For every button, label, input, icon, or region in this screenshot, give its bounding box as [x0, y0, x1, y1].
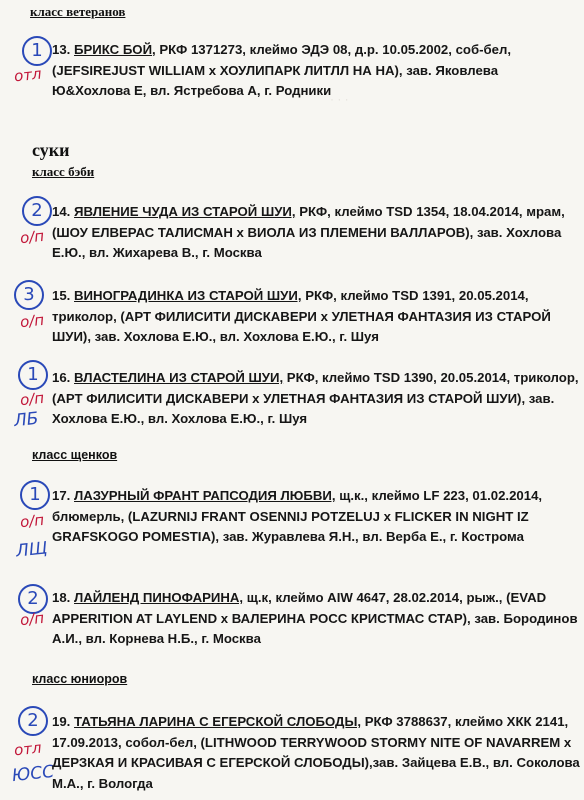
- grade-mark: отл: [13, 738, 43, 760]
- entry-17: [52, 486, 580, 548]
- bleed-through-text: · · ·: [330, 92, 349, 106]
- entry-number: 17.: [52, 488, 71, 503]
- title-mark: ЛБ: [13, 408, 40, 432]
- entry-16: [52, 368, 580, 430]
- section-bitches: суки: [32, 140, 70, 160]
- section-baby-class: класс бэби: [32, 164, 95, 179]
- place-mark: 1: [20, 480, 50, 510]
- entry-number: 14.: [52, 204, 71, 219]
- entry-number: 15.: [52, 288, 71, 303]
- entry-details: РКФ, клеймо TSD 1354, 18.04.2014, мрам, (ШОУ ЕЛВЕРАС ТАЛИСМАН х ВИОЛА ИЗ ПЛЕМЕНИ ВАЛЛАРОВ), зав. Хохлова Е.Ю., вл. Жихарева В., г. Москва: [52, 204, 565, 260]
- grade-mark: о/п: [19, 510, 45, 532]
- dog-name: ВИНОГРАДИНКА ИЗ СТАРОЙ ШУИ,: [74, 288, 302, 303]
- entry-details: , РКФ 1371273, клеймо ЭДЭ 08, д.р. 10.05.2002, соб-бел, (JEFSIREJUST WILLIAM х ХОУЛИПАРК ЛИТЛЛ НА НА), зав. Яковлева Ю&Хохлова Е, вл. Ястребова А, г. Родники: [52, 42, 512, 98]
- dog-name: ЯВЛЕНИЕ ЧУДА ИЗ СТАРОЙ ШУИ,: [74, 204, 296, 219]
- entry-number: 16.: [52, 370, 71, 385]
- entry-details: РКФ 3788637, клеймо ХКК 2141, 17.09.2013, собол-бел, (LITHWOOD TERRYWOOD STORMY NITE OF NAVARREM х ДЕРЗКАЯ И КРАСИВАЯ С ЕГЕРСКОЙ СЛОБОДЫ),зав. Зайцева Е.В., вл. Соколова М.А., г. Вологда: [52, 714, 580, 791]
- grade-mark: о/п: [19, 388, 45, 410]
- place-mark: 1: [18, 360, 48, 390]
- entry-14: [52, 202, 580, 264]
- entry-number: 13.: [52, 42, 71, 57]
- entry-details: щ.к, клеймо AIW 4647, 28.02.2014, рыж., (EVAD APPERITION AT LAYLEND х ВАЛЕРИНА РОСС КРИСТМАС СТАР), зав. Бородинов А.И., вл. Корнева Н.Б., г. Москва: [52, 590, 578, 646]
- grade-mark: о/п: [19, 310, 45, 332]
- entry-number: 19.: [52, 714, 71, 729]
- place-mark: 3: [14, 280, 44, 310]
- dog-name: ЛАЗУРНЫЙ ФРАНТ РАПСОДИЯ ЛЮБВИ,: [74, 488, 336, 503]
- place-mark: 2: [18, 706, 48, 736]
- entry-details: РКФ, клеймо TSD 1390, 20.05.2014, триколор, (АРТ ФИЛИСИТИ ДИСКАВЕРИ х УЛЕТНАЯ ФАНТАЗИЯ ИЗ СТАРОЙ ШУИ), зав. Хохлова Е.Ю., вл. Хохлова Е.Ю., г. Шуя: [52, 370, 579, 426]
- dog-name: ВЛАСТЕЛИНА ИЗ СТАРОЙ ШУИ,: [74, 370, 284, 385]
- entry-15: [52, 286, 580, 348]
- dog-name: БРИКС БОЙ: [74, 42, 153, 57]
- grade-mark: отл: [13, 64, 43, 86]
- entry-19: [52, 712, 580, 794]
- place-mark: 1: [22, 36, 52, 66]
- entry-details: РКФ, клеймо TSD 1391, 20.05.2014, триколор, (АРТ ФИЛИСИТИ ДИСКАВЕРИ х УЛЕТНАЯ ФАНТАЗИЯ ИЗ СТАРОЙ ШУИ), зав. Хохлова Е.Ю., вл. Хохлова Е.Ю., г. Шуя: [52, 288, 551, 344]
- title-mark: ЮСС: [11, 761, 56, 787]
- grade-mark: о/п: [19, 226, 45, 248]
- place-mark: 2: [18, 584, 48, 614]
- section-puppy-class: класс щенков: [32, 448, 118, 462]
- dog-name: ЛАЙЛЕНД ПИНОФАРИНА,: [74, 590, 244, 605]
- entry-18: [52, 588, 580, 650]
- section-veterans-class: класс ветеранов: [30, 4, 126, 19]
- entry-13: [52, 40, 580, 102]
- entry-number: 18.: [52, 590, 71, 605]
- section-junior-class: класс юниоров: [32, 672, 128, 686]
- entry-details: щ.к., клеймо LF 223, 01.02.2014, блюмерль, (LAZURNIJ FRANT OSENNIJ POTZELUJ x FLICKER IN NIGHT IZ GRAFSKOGO POMESTIA), зав. Журавлева Я.Н., вл. Верба Е., г. Кострома: [52, 488, 543, 544]
- dog-name: ТАТЬЯНА ЛАРИНА С ЕГЕРСКОЙ СЛОБОДЫ,: [74, 714, 362, 729]
- grade-mark: о/п: [19, 608, 45, 630]
- title-mark: ЛЩ: [15, 538, 49, 562]
- place-mark: 2: [22, 196, 52, 226]
